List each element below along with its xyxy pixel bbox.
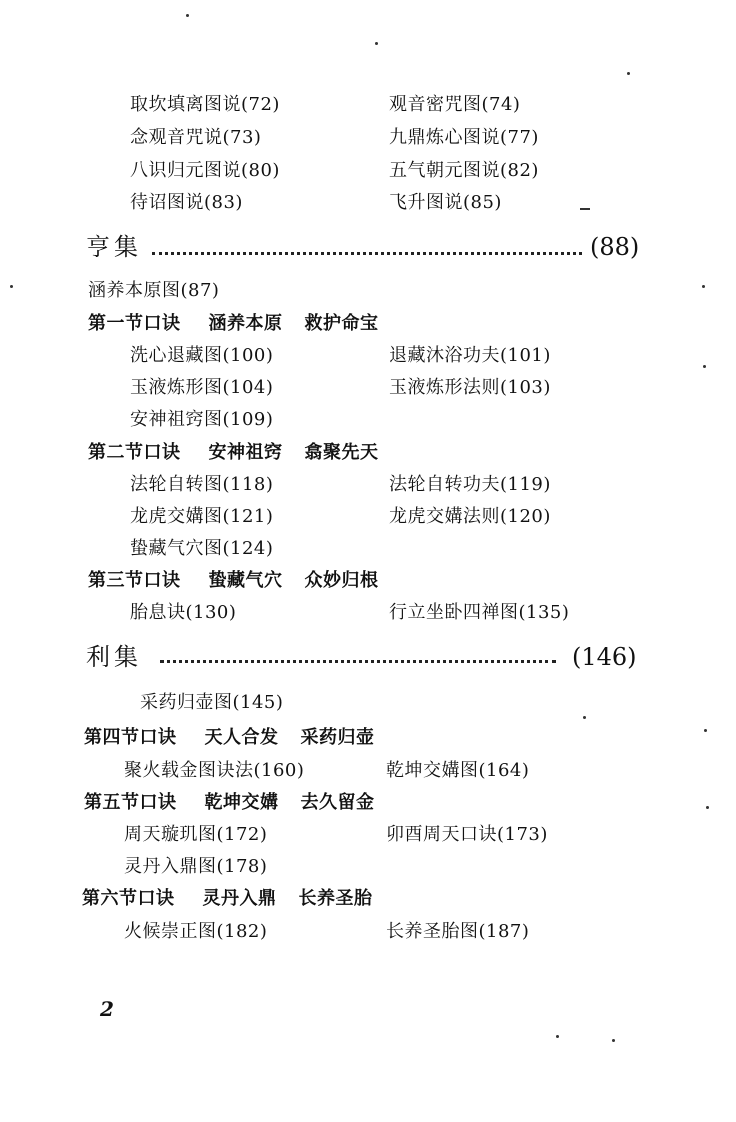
section-label: 第一节口诀 [88, 313, 181, 334]
toc-entry: 八识归元图说(80) [130, 160, 280, 181]
section-subtitle: 涵养本原 [208, 313, 283, 334]
section-heading [88, 442, 379, 464]
toc-entry: 灵丹入鼎图(178) [124, 856, 268, 877]
section-subtitle: 翕聚先天 [304, 442, 379, 463]
toc-entry: 聚火载金图诀法(160) [124, 760, 305, 781]
toc-entry: 玉液炼形图(104) [130, 377, 274, 398]
volume-intro-entry: 采药归壶图(145) [140, 692, 284, 713]
volume-page-number: (88) [590, 233, 640, 261]
toc-entry: 胎息诀(130) [130, 602, 237, 623]
scan-speck [703, 365, 706, 368]
scan-speck [10, 285, 13, 288]
toc-entry: 退藏沐浴功夫(101) [389, 345, 551, 366]
toc-entry: 长养圣胎图(187) [386, 921, 530, 942]
section-subtitle: 长养圣胎 [298, 888, 373, 909]
scan-speck [702, 285, 705, 288]
toc-entry: 安神祖窍图(109) [130, 409, 274, 430]
page-number: 2 [100, 997, 114, 1021]
toc-entry: 法轮自转图(118) [130, 474, 274, 495]
toc-entry: 洗心退藏图(100) [130, 345, 274, 366]
toc-entry: 周天璇玑图(172) [124, 824, 268, 845]
section-heading [88, 313, 379, 335]
scan-speck [612, 1039, 615, 1042]
scan-speck [186, 14, 189, 17]
section-heading [82, 888, 373, 910]
section-label: 第五节口诀 [84, 792, 177, 813]
section-subtitle: 救护命宝 [304, 313, 379, 334]
toc-entry: 观音密咒图(74) [389, 94, 521, 115]
toc-entry: 念观音咒说(73) [130, 127, 262, 148]
section-subtitle: 采药归壶 [300, 727, 375, 748]
volume-intro-entry: 涵养本原图(87) [88, 280, 220, 301]
toc-entry: 行立坐卧四禅图(135) [389, 602, 570, 623]
section-subtitle: 灵丹入鼎 [202, 888, 277, 909]
scan-speck [704, 729, 707, 732]
toc-entry: 玉液炼形法则(103) [389, 377, 551, 398]
toc-entry: 龙虎交媾法则(120) [389, 506, 551, 527]
toc-entry: 龙虎交媾图(121) [130, 506, 274, 527]
volume-title: 利集 [86, 643, 142, 671]
scan-speck [627, 72, 630, 75]
section-heading [88, 570, 379, 592]
section-subtitle: 众妙归根 [304, 570, 379, 591]
scan-speck [580, 208, 590, 210]
toc-entry: 卯酉周天口诀(173) [386, 824, 548, 845]
section-heading [84, 727, 375, 749]
section-subtitle: 蛰藏气穴 [208, 570, 283, 591]
section-subtitle: 乾坤交媾 [204, 792, 279, 813]
volume-page-number: (146) [572, 643, 637, 671]
scan-speck [375, 42, 378, 45]
section-label: 第二节口诀 [88, 442, 181, 463]
section-label: 第四节口诀 [84, 727, 177, 748]
section-subtitle: 去久留金 [300, 792, 375, 813]
section-label: 第三节口诀 [88, 570, 181, 591]
scan-speck [583, 716, 586, 719]
section-subtitle: 天人合发 [204, 727, 279, 748]
toc-entry: 蛰藏气穴图(124) [130, 538, 274, 559]
toc-entry: 五气朝元图说(82) [389, 160, 539, 181]
scan-speck [556, 1035, 559, 1038]
toc-entry: 乾坤交媾图(164) [386, 760, 530, 781]
toc-entry: 九鼎炼心图说(77) [389, 127, 539, 148]
toc-entry: 取坎填离图说(72) [130, 94, 280, 115]
scan-speck [706, 806, 709, 809]
section-label: 第六节口诀 [82, 888, 175, 909]
toc-entry: 火候崇正图(182) [124, 921, 268, 942]
leader-dots [160, 656, 556, 663]
toc-entry: 飞升图说(85) [389, 192, 502, 213]
toc-entry: 待诏图说(83) [130, 192, 243, 213]
section-heading [84, 792, 375, 814]
toc-entry: 法轮自转功夫(119) [389, 474, 551, 495]
volume-title: 亨集 [86, 233, 142, 261]
leader-dots [152, 248, 582, 255]
section-subtitle: 安神祖窍 [208, 442, 283, 463]
